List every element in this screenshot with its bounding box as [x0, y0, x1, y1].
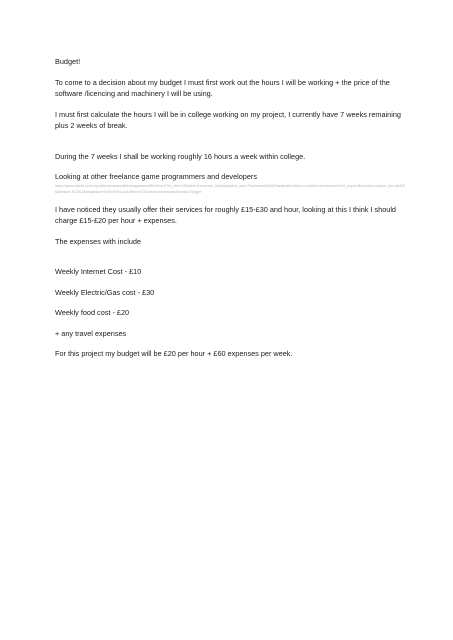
research-url: https://www.odesk.com/o/profiles/browse/skills/programmer/fb/1/hrs/1/?nt_cfm=US&dtrk=Consumer_India&ads&crt_adp=Freelancer&ADM%adtmaint-ifbloe.com&ket=&mesearch&%rt_acpnb-Brin.menu.ioa&sn_bw=4IzM2&&lmsore-b1ZKIZ&ehjakosoer%20of%f2Cos&eRbu%20Guirtomcrusrmsrutsheon&w?o(ogre [55, 183, 405, 194]
expense-internet: Weekly Internet Cost - £10 [55, 267, 142, 276]
weekly-hours-paragraph: During the 7 weeks I shall be working roughly 16 hours a week within college. [55, 151, 306, 161]
intro-paragraph: To come to a decision about my budget I must first work out the hours I will be working + the price of the software /licencing and machinery I will be using. [55, 77, 390, 98]
research-heading: Looking at other freelance game programmers and developers [55, 172, 257, 181]
expense-food: Weekly food cost - £20 [55, 308, 130, 317]
budget-heading: Budget! [55, 57, 81, 66]
expense-electric-gas: Weekly Electric/Gas cost - £30 [55, 287, 155, 297]
hours-intro-paragraph: I must first calculate the hours I will be in college working on my project, I currently have 7 weeks remaining plus 2 weeks of break. [55, 109, 401, 130]
conclusion-paragraph: For this project my budget will be £20 per hour + £60 expenses per week. [55, 349, 293, 358]
travel-note: + any travel expenses [55, 328, 127, 338]
expenses-intro: The expenses with include [55, 236, 141, 246]
rate-note-paragraph: I have noticed they usually offer their services for roughly £15-£30 and hour, looking at this I think I should charge £15-£20 per hour + expenses. [55, 204, 396, 225]
